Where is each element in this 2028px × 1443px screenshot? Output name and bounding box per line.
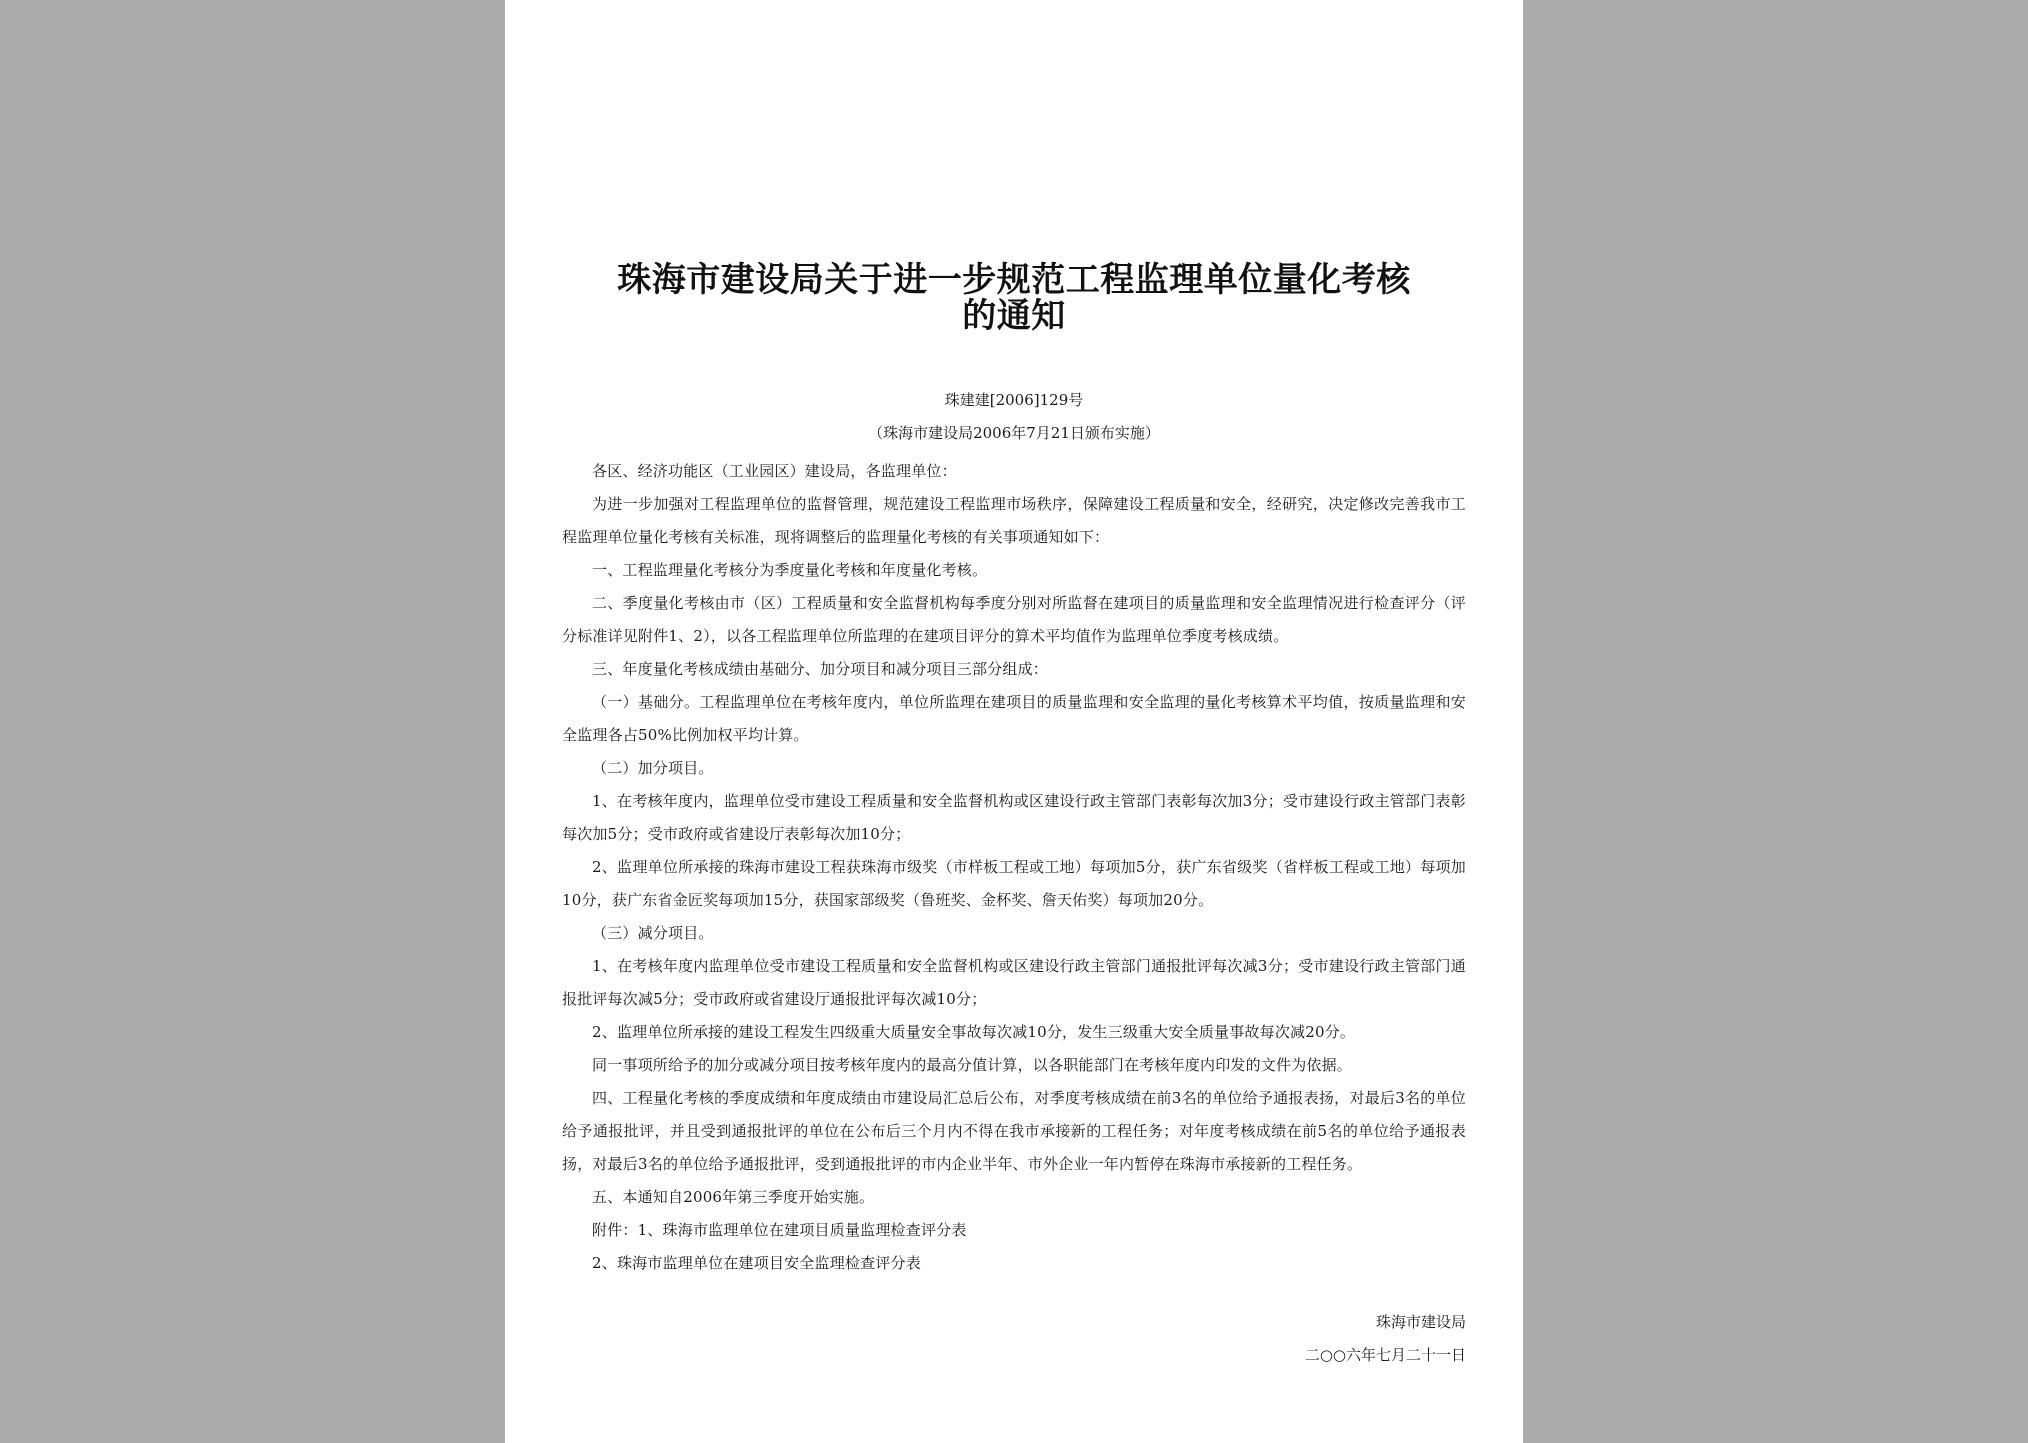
- paragraph-item-1: 一、工程监理量化考核分为季度量化考核和年度量化考核。: [592, 561, 988, 579]
- paragraph-addressee: 各区、经济功能区（工业园区）建设局，各监理单位：: [592, 462, 957, 480]
- paragraph-item-3: 三、年度量化考核成绩由基础分、加分项目和减分项目三部分组成：: [592, 660, 1049, 678]
- document-page: [505, 0, 1523, 1443]
- issue-note: （珠海市建设局2006年7月21日颁布实施）: [868, 424, 1160, 442]
- title-line-2: 的通知: [962, 296, 1066, 336]
- paragraph-base-score: （一）基础分。工程监理单位在考核年度内，单位所监理在建项目的质量监理和安全监理的量化考核算术平均值，按质量监理和安全监理各占50%比例加权平均计算。: [562, 693, 1466, 744]
- title-line-1: 珠海市建设局关于进一步规范工程监理单位量化考核: [617, 260, 1411, 300]
- paragraph-bonus-1: 1、在考核年度内，监理单位受市建设工程质量和安全监督机构或区建设行政主管部门表彰每次加3分；受市建设行政主管部门表彰每次加5分；受市政府或省建设厅表彰每次加10分；: [562, 792, 1466, 843]
- paragraph-item-5: 五、本通知自2006年第三季度开始实施。: [592, 1188, 875, 1206]
- paragraph-item-2: 二、季度量化考核由市（区）工程质量和安全监督机构每季度分别对所监督在建项目的质量监理和安全监理情况进行检查评分（评分标准详见附件1、2），以各工程监理单位所监理的在建项目评分的算术平均值作为监理单位季度考核成绩。: [562, 594, 1466, 645]
- signature-date: 二○○六年七月二十一日: [1304, 1346, 1466, 1364]
- signature-organization: 珠海市建设局: [1375, 1313, 1466, 1331]
- document-number: 珠建建[2006]129号: [944, 391, 1084, 409]
- document-title: [555, 262, 1473, 334]
- paragraph-deduction-1: 1、在考核年度内监理单位受市建设工程质量和安全监督机构或区建设行政主管部门通报批评每次减3分；受市建设行政主管部门通报批评每次减5分；受市政府或省建设厅通报批评每次减10分；: [562, 957, 1466, 1008]
- paragraph-deduction-2: 2、监理单位所承接的建设工程发生四级重大质量安全事故每次减10分，发生三级重大安全质量事故每次减20分。: [592, 1023, 1356, 1041]
- paragraph-attachment-1: 附件：1、珠海市监理单位在建项目质量监理检查评分表: [592, 1221, 967, 1239]
- paragraph-bonus-heading: （二）加分项目。: [592, 759, 714, 777]
- paragraph-deduction-heading: （三）减分项目。: [592, 924, 714, 942]
- paragraph-same-item-rule: 同一事项所给予的加分或减分项目按考核年度内的最高分值计算，以各职能部门在考核年度内印发的文件为依据。: [592, 1056, 1353, 1074]
- paragraph-attachment-2: 2、珠海市监理单位在建项目安全监理检查评分表: [592, 1254, 921, 1272]
- paragraph-bonus-2: 2、监理单位所承接的珠海市建设工程获珠海市级奖（市样板工程或工地）每项加5分，获广东省级奖（省样板工程或工地）每项加10分，获广东省金匠奖每项加15分，获国家部级奖（鲁班奖、金杯奖、詹天佑奖）每项加20分。: [562, 858, 1466, 909]
- paragraph-item-4: 四、工程量化考核的季度成绩和年度成绩由市建设局汇总后公布，对季度考核成绩在前3名的单位给予通报表扬，对最后3名的单位给予通报批评，并且受到通报批评的单位在公布后三个月内不得在我市承接新的工程任务；对年度考核成绩在前5名的单位给予通报表扬，对最后3名的单位给予通报批评，受到通报批评的市内企业半年、市外企业一年内暂停在珠海市承接新的工程任务。: [562, 1089, 1466, 1173]
- paragraph-intro: 为进一步加强对工程监理单位的监督管理，规范建设工程监理市场秩序，保障建设工程质量和安全，经研究，决定修改完善我市工程监理单位量化考核有关标准，现将调整后的监理量化考核的有关事项通知如下：: [562, 495, 1466, 546]
- document-body: [562, 455, 1466, 1280]
